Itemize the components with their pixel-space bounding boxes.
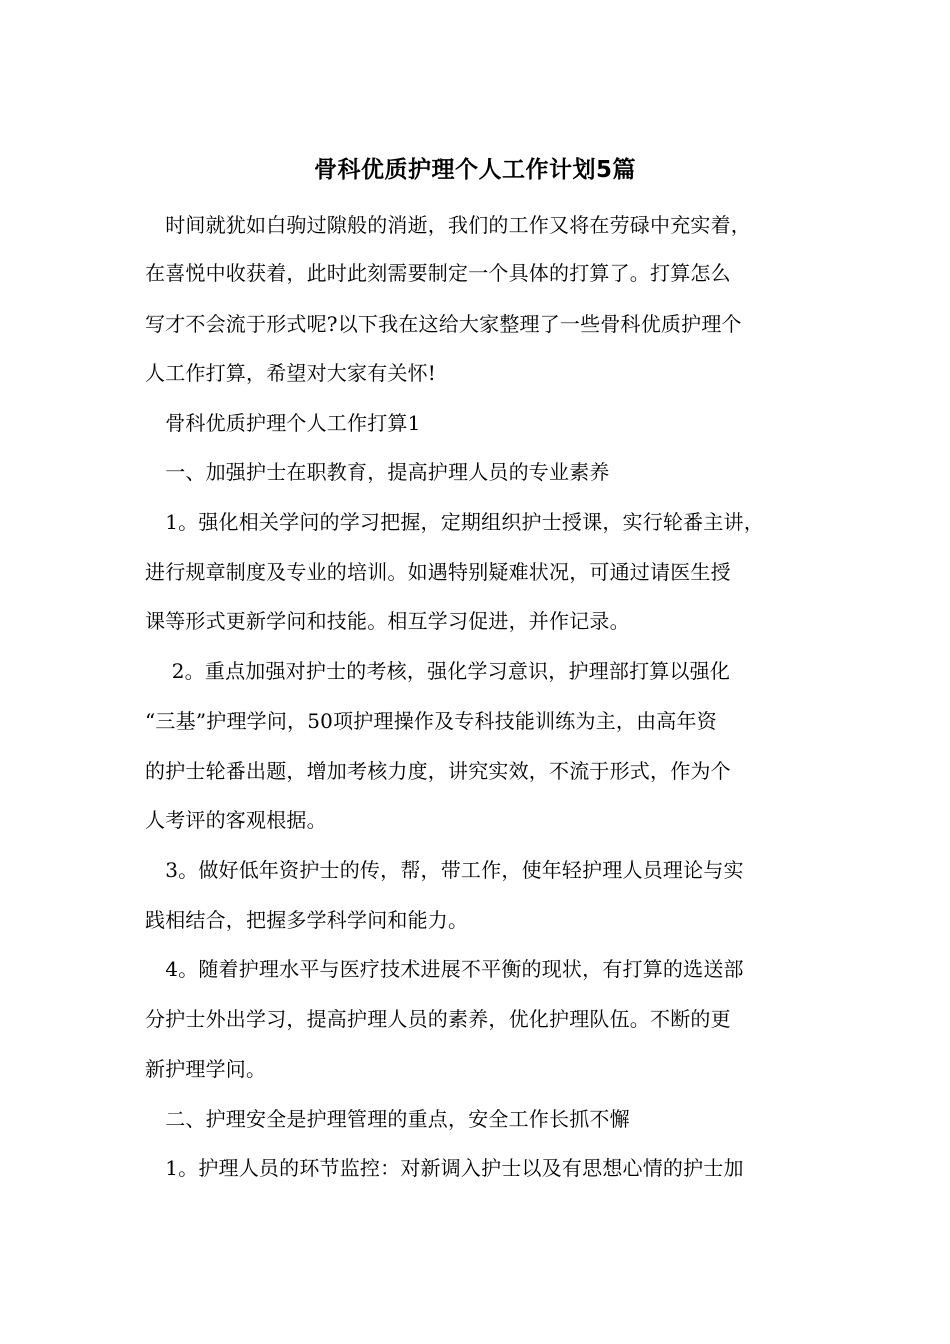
document-title: 骨科优质护理个人工作计划5篇: [313, 157, 636, 183]
body-line: 践相结合，把握多学科学问和能力。: [145, 908, 469, 932]
body-line: 分护士外出学习，提高护理人员的素养，优化护理队伍。不断的更: [145, 1007, 731, 1031]
body-line: 3。做好低年资护士的传，帮，带工作，使年轻护理人员理论与实: [145, 858, 744, 882]
body-line: 人工作打算，希望对大家有关怀!: [145, 361, 437, 385]
body-line: 课等形式更新学问和技能。相互学习促进，并作记录。: [145, 609, 630, 633]
section-heading: 骨科优质护理个人工作打算1: [145, 411, 421, 435]
body-line: 2。重点加强对护士的考核，强化学习意识，护理部打算以强化: [145, 659, 731, 683]
body-line: 1。强化相关学问的学习把握，定期组织护士授课，实行轮番主讲，: [145, 510, 764, 534]
body-line: 人考评的客观根据。: [145, 808, 327, 832]
body-line: 写才不会流于形式呢?以下我在这给大家整理了一些骨科优质护理个: [145, 312, 742, 336]
body-line: 4。随着护理水平与医疗技术进展不平衡的现状，有打算的选送部: [145, 957, 744, 981]
body-line: 的护士轮番出题，增加考核力度，讲究实效，不流于形式，作为个: [145, 759, 731, 783]
body-line: 时间就犹如白驹过隙般的消逝，我们的工作又将在劳碌中充实着，: [145, 213, 751, 237]
body-line: 在喜悦中收获着，此时此刻需要制定一个具体的打算了。打算怎么: [145, 261, 731, 285]
body-line: 新护理学问。: [145, 1057, 267, 1081]
body-line: 进行规章制度及专业的培训。如遇特别疑难状况，可通过请医生授: [145, 560, 731, 584]
section-subheading: 一、加强护士在职教育，提高护理人员的专业素养: [145, 460, 610, 484]
body-line: 1。护理人员的环节监控：对新调入护士以及有思想心情的护士加: [145, 1156, 744, 1180]
section-subheading: 二、护理安全是护理管理的重点，安全工作长抓不懈: [145, 1107, 630, 1131]
body-line: “三基”护理学问，50项护理操作及专科技能训练为主，由高年资: [145, 709, 717, 733]
